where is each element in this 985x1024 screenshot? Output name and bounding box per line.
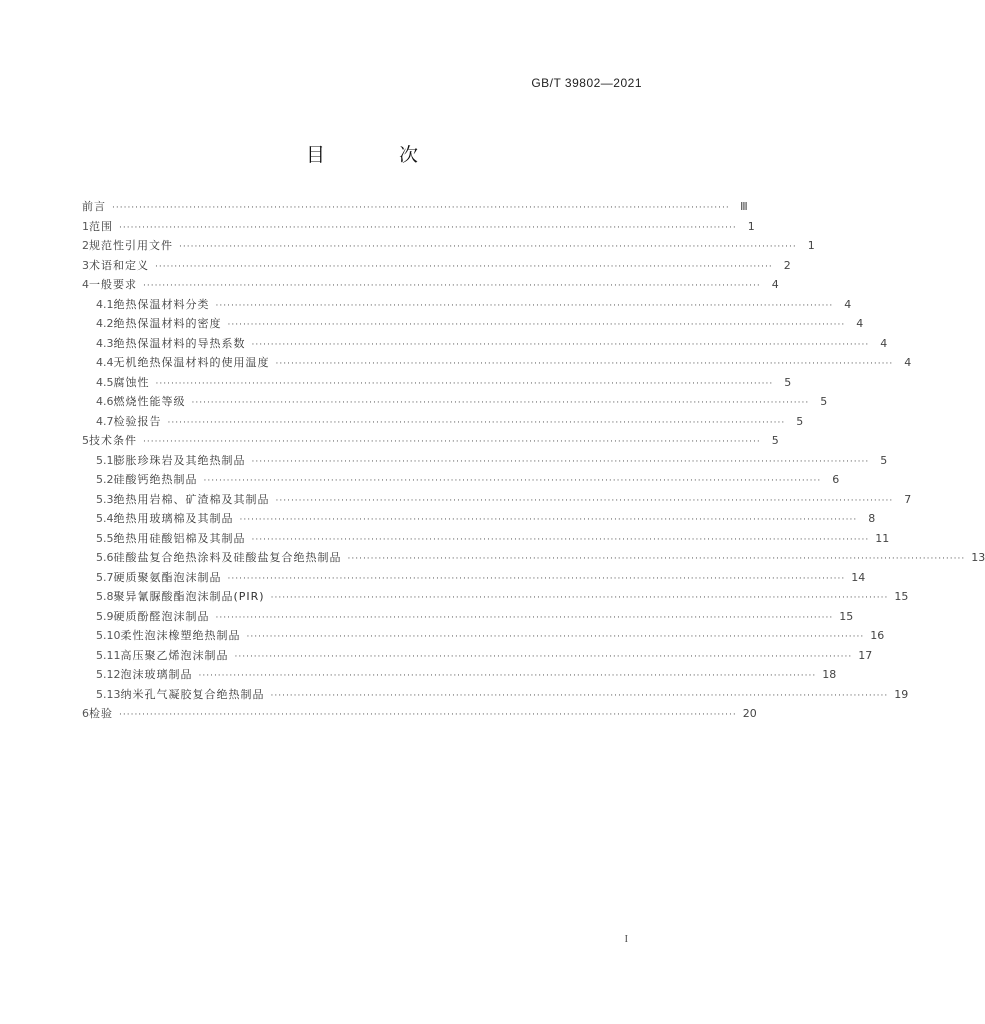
toc-entry-page: 11	[875, 531, 890, 545]
toc-entry-page: 4	[771, 278, 779, 291]
toc-entry-page: 5	[880, 453, 888, 467]
toc-entry-label: 膨胀珍珠岩及其绝热制品	[113, 453, 246, 467]
toc-leader-dots: ································································································································································	[143, 437, 761, 447]
toc-entry-number: 2	[82, 239, 89, 252]
toc-entry[interactable]	[82, 393, 828, 413]
toc-leader-dots: ································································································································································	[119, 710, 737, 720]
toc-entry-label: 绝热保温材料分类	[113, 297, 210, 311]
toc-entry[interactable]	[82, 569, 866, 589]
toc-entry-label: 纳米孔气凝胶复合绝热制品	[120, 687, 265, 701]
page-number: I	[624, 934, 628, 945]
toc-entry-label: 绝热保温材料的导热系数	[113, 336, 246, 350]
toc-leader-dots: ································································································································································	[155, 261, 773, 272]
toc-entry[interactable]	[82, 413, 804, 433]
toc-entry-page: 5	[771, 434, 779, 447]
toc-entry-number: 5.2	[96, 473, 114, 486]
toc-entry-number: 4.3	[96, 336, 114, 350]
toc-entry-page: 15	[894, 590, 909, 603]
toc-entry-page: 5	[820, 395, 828, 408]
toc-entry[interactable]	[82, 335, 888, 355]
toc-leader-dots: ································································································································································	[251, 456, 870, 467]
toc-leader-dots: ································································································································································	[251, 339, 870, 350]
toc-entry-number: 5.8	[96, 590, 114, 603]
toc-entry[interactable]	[82, 627, 885, 647]
toc-leader-dots: ································································································································································	[239, 515, 858, 525]
toc-entry-page: 1	[807, 239, 815, 252]
toc-entry-number: 4.5	[96, 375, 114, 389]
standard-code: GB/T 39802—2021	[531, 76, 642, 90]
toc-entry-number: 4.7	[96, 414, 114, 428]
toc-leader-dots: ································································································································································	[203, 476, 822, 486]
toc-entry-page: 1	[747, 219, 755, 233]
toc-leader-dots: ································································································································································	[270, 593, 889, 603]
toc-entry[interactable]	[82, 432, 779, 452]
toc-entry[interactable]	[82, 218, 755, 238]
toc-entry-number: 4.2	[96, 317, 114, 330]
toc-entry-label: 硬质酚醛泡沫制品	[113, 609, 210, 623]
table-of-contents	[82, 198, 985, 725]
toc-entry-label: 规范性引用文件	[89, 239, 173, 252]
toc-entry-label: 高压聚乙烯泡沫制品	[120, 648, 229, 662]
toc-entry-label: 聚异氰脲酸酯泡沫制品(PIR)	[113, 590, 265, 603]
toc-leader-dots: ································································································································································	[215, 612, 834, 623]
toc-entry[interactable]	[82, 374, 792, 394]
toc-leader-dots: ································································································································································	[251, 534, 870, 545]
toc-entry-label: 燃烧性能等级	[113, 395, 186, 408]
toc-entry-label: 腐蚀性	[113, 375, 150, 389]
toc-entry-page: 18	[822, 668, 837, 681]
toc-entry[interactable]	[82, 471, 840, 491]
toc-entry-number: 5.12	[96, 668, 121, 681]
toc-entry-number: 6	[82, 707, 89, 720]
toc-leader-dots: ································································································································································	[246, 632, 865, 642]
toc-entry-label: 绝热保温材料的密度	[113, 317, 222, 330]
toc-entry-label: 柔性泡沫橡塑绝热制品	[120, 629, 241, 642]
toc-leader-dots: ································································································································································	[119, 222, 737, 233]
toc-entry-number: 5.11	[96, 648, 121, 662]
toc-entry-label: 无机绝热保温材料的使用温度	[113, 356, 270, 369]
toc-entry-label: 绝热用硅酸铝棉及其制品	[113, 531, 246, 545]
toc-entry-label: 硅酸钙绝热制品	[113, 473, 198, 486]
toc-entry-number: 5.10	[96, 629, 121, 642]
toc-entry-page: 8	[868, 512, 876, 525]
toc-entry-number: 5	[82, 434, 89, 447]
toc-entry[interactable]	[82, 276, 779, 296]
toc-entry-page: 17	[858, 648, 873, 662]
toc-entry-page: 20	[742, 707, 757, 720]
toc-entry-label: 硅酸盐复合绝热涂料及硅酸盐复合绝热制品	[113, 551, 342, 564]
toc-entry-page: 4	[904, 356, 912, 369]
toc-leader-dots: ································································································································································	[143, 281, 761, 291]
toc-entry-page: 6	[832, 473, 840, 486]
toc-leader-dots: ································································································································································	[227, 573, 846, 584]
toc-entry[interactable]	[82, 705, 757, 725]
toc-entry-number: 4.4	[96, 356, 114, 369]
toc-leader-dots: ································································································································································	[275, 359, 894, 369]
toc-entry[interactable]	[82, 686, 909, 706]
toc-entry-page: 19	[894, 687, 909, 701]
toc-entry[interactable]	[82, 608, 854, 628]
toc-entry-page: 14	[851, 570, 866, 584]
toc-leader-dots: ································································································································································	[198, 671, 817, 681]
toc-entry-label: 泡沫玻璃制品	[120, 668, 193, 681]
toc-entry[interactable]	[82, 354, 912, 374]
toc-entry-number: 4.6	[96, 395, 114, 408]
toc-entry-page: 7	[904, 492, 912, 506]
toc-leader-dots: ································································································································································	[270, 690, 889, 701]
toc-leader-dots: ································································································································································	[179, 242, 797, 252]
toc-entry-number: 5.1	[96, 453, 114, 467]
toc-entry[interactable]	[82, 296, 852, 316]
toc-entry-label: 绝热用岩棉、矿渣棉及其制品	[113, 492, 270, 506]
toc-entry[interactable]	[82, 452, 888, 472]
toc-entry[interactable]	[82, 588, 909, 608]
toc-entry-number: 5.9	[96, 609, 114, 623]
toc-entry-page: 4	[844, 297, 852, 311]
toc-entry-number: 4.1	[96, 297, 114, 311]
toc-entry[interactable]	[82, 315, 864, 335]
toc-entry-label: 术语和定义	[89, 258, 149, 272]
toc-entry[interactable]	[82, 257, 791, 277]
toc-entry-number: 1	[82, 219, 89, 233]
toc-entry-number: 5.4	[96, 512, 114, 525]
toc-entry-page: 13	[971, 551, 985, 564]
toc-leader-dots: ································································································································································	[275, 495, 894, 506]
toc-entry-page: Ⅲ	[740, 200, 748, 213]
toc-leader-dots: ································································································································································	[191, 398, 810, 408]
toc-entry-page: 4	[856, 317, 864, 330]
toc-leader-dots: ································································································································································	[227, 320, 846, 330]
toc-entry-number: 3	[82, 258, 89, 272]
toc-entry-page: 16	[870, 629, 885, 642]
toc-entry-label: 硬质聚氨酯泡沫制品	[113, 570, 222, 584]
toc-entry-label: 检验	[89, 707, 113, 720]
toc-entry-page: 5	[796, 414, 804, 428]
toc-leader-dots: ································································································································································	[167, 417, 786, 428]
toc-leader-dots: ································································································································································	[347, 554, 966, 564]
toc-entry[interactable]	[82, 530, 890, 550]
toc-entry-page: 5	[784, 375, 792, 389]
toc-leader-dots: ································································································································································	[215, 300, 834, 311]
toc-entry-label: 检验报告	[113, 414, 162, 428]
toc-entry-number: 5.6	[96, 551, 114, 564]
toc-entry-number: 5.13	[96, 687, 121, 701]
toc-entry-number: 4	[82, 278, 89, 291]
toc-entry-page: 2	[783, 258, 791, 272]
toc-entry[interactable]	[82, 549, 985, 569]
toc-entry-label: 范围	[89, 219, 113, 233]
toc-entry-page: 15	[839, 609, 854, 623]
toc-leader-dots: ································································································································································	[234, 651, 853, 662]
toc-entry-label: 一般要求	[89, 278, 137, 291]
toc-entry-number: 5.5	[96, 531, 114, 545]
toc-entry[interactable]	[82, 666, 837, 686]
toc-entry[interactable]	[82, 491, 912, 511]
toc-entry[interactable]	[82, 198, 748, 218]
toc-entry-label: 技术条件	[89, 434, 137, 447]
toc-entry-number: 5.3	[96, 492, 114, 506]
toc-leader-dots: ································································································································································	[155, 378, 774, 389]
toc-entry-number: 5.7	[96, 570, 114, 584]
toc-entry[interactable]	[82, 510, 876, 530]
toc-leader-dots: ································································································································································	[112, 203, 730, 213]
page-title: 目 次	[305, 144, 453, 166]
toc-entry-page: 4	[880, 336, 888, 350]
toc-entry-label: 前言	[82, 200, 106, 213]
toc-entry-label: 绝热用玻璃棉及其制品	[113, 512, 234, 525]
toc-entry[interactable]	[82, 647, 873, 667]
toc-entry[interactable]	[82, 237, 815, 257]
